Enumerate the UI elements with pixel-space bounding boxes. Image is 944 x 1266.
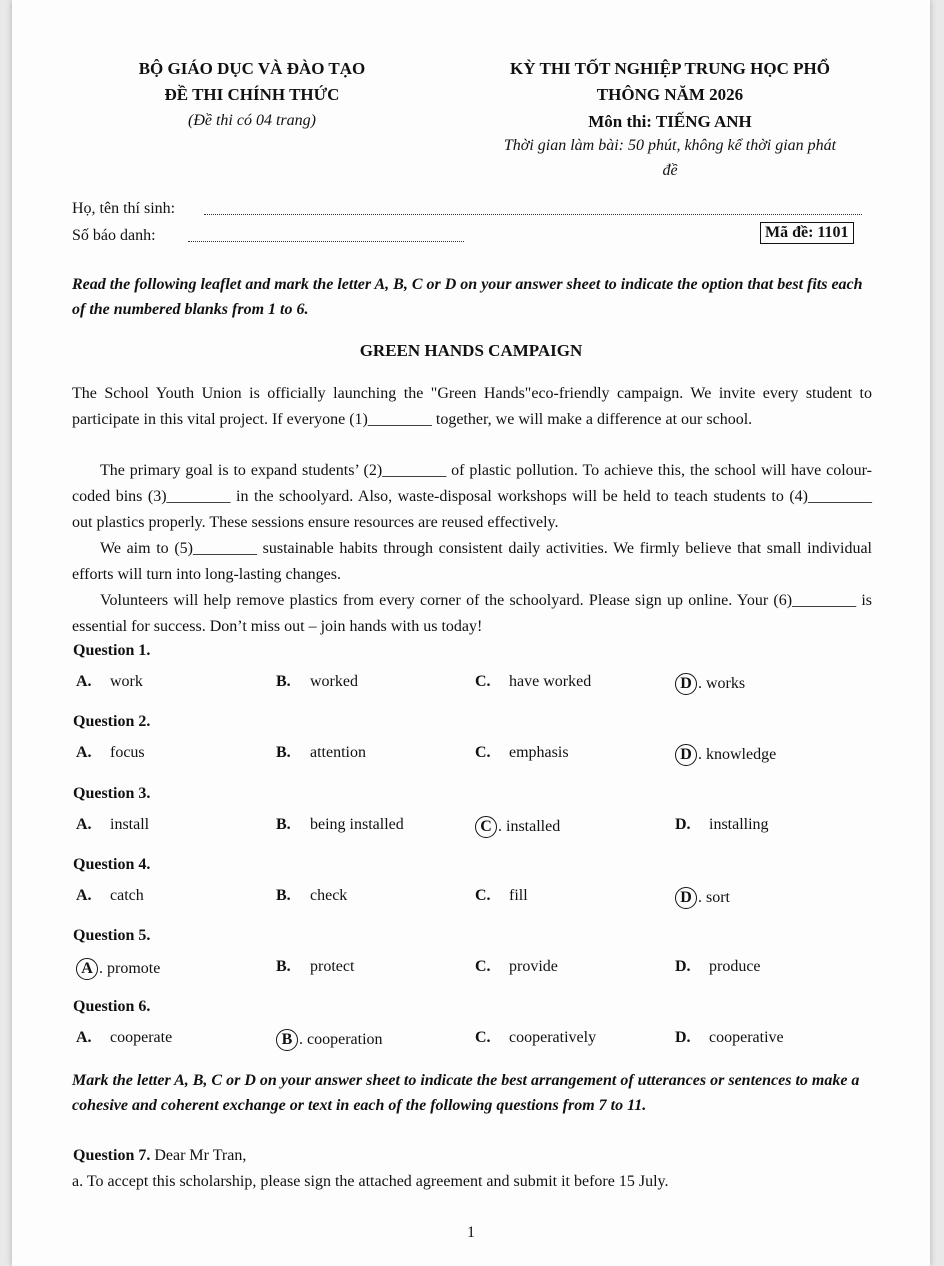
pages-note: (Đề thi có 04 trang)	[188, 112, 316, 129]
option-letter: C.	[475, 958, 491, 975]
circled-answer-letter: C	[475, 816, 497, 838]
letter-greeting: Dear Mr Tran,	[150, 1147, 247, 1164]
question-5-option[interactable]	[475, 958, 558, 976]
passage-paragraph-3: We aim to (5)________ sustainable habits through consistent daily activities. We firmly believe that small individual efforts will turn into long-lasting changes.	[72, 540, 872, 583]
exam-title-line2: THÔNG NĂM 2026	[596, 85, 744, 104]
exam-code-box: Mã đề: 1101	[760, 222, 854, 244]
candidate-id-label: Số báo danh:	[72, 227, 156, 244]
option-letter: A.	[76, 816, 92, 833]
subject-label: Môn thi: TIẾNG ANH	[588, 112, 752, 131]
circled-answer-letter: D	[675, 744, 697, 766]
candidate-name-field[interactable]	[204, 214, 862, 215]
option-letter: B.	[276, 673, 291, 690]
option-text: . knowledge	[698, 746, 777, 763]
question-2-option[interactable]	[76, 744, 145, 762]
option-text: . sort	[698, 889, 730, 906]
question-5-option[interactable]	[76, 958, 160, 980]
candidate-id-field[interactable]	[188, 241, 464, 242]
option-text: focus	[110, 744, 145, 761]
option-text: cooperate	[110, 1029, 173, 1046]
question-6-label: Question 6.	[73, 998, 151, 1015]
question-4-option[interactable]	[276, 887, 347, 905]
time-note-line1: Thời gian làm bài: 50 phút, không kể thời gian phát	[503, 137, 837, 154]
circled-answer-letter: D	[675, 887, 697, 909]
question-4-label: Question 4.	[73, 856, 151, 873]
option-text: installing	[709, 816, 769, 833]
option-letter: C.	[475, 744, 491, 761]
ministry-name: BỘ GIÁO DỤC VÀ ĐÀO TẠO	[138, 59, 366, 78]
question-1-label: Question 1.	[73, 642, 151, 659]
option-text: . works	[698, 675, 746, 692]
question-2-option[interactable]	[276, 744, 366, 762]
passage-paragraph-2: The primary goal is to expand students’ (2)________ of plastic pollution. To achieve this, the school will have colour-coded bins (3)________ in the schoolyard. Also, waste-disposal workshops will be held to teach students to (4)________ out plastics properly. These sessions ensure resources are reused effectively.	[72, 462, 872, 531]
option-letter: D.	[675, 1029, 691, 1046]
option-letter: A.	[76, 1029, 92, 1046]
question-6-option[interactable]	[76, 1029, 172, 1047]
option-letter: C.	[475, 1029, 491, 1046]
option-text: catch	[110, 887, 144, 904]
option-letter: A.	[76, 673, 92, 690]
option-text: produce	[709, 958, 761, 975]
option-letter: D.	[675, 816, 691, 833]
option-letter: C.	[475, 887, 491, 904]
option-letter: B.	[276, 816, 291, 833]
option-text: attention	[310, 744, 366, 761]
question-4-option[interactable]	[675, 887, 730, 909]
option-text: . installed	[498, 818, 561, 835]
question-7-label: Question 7.	[73, 1147, 151, 1164]
option-text: check	[310, 887, 348, 904]
circled-answer-letter: D	[675, 673, 697, 695]
question-1-option[interactable]	[675, 673, 745, 695]
option-text: work	[110, 673, 143, 690]
question-6-option[interactable]	[675, 1029, 784, 1047]
question-4-option[interactable]	[76, 887, 144, 905]
question-1-option[interactable]	[76, 673, 143, 691]
option-text: worked	[310, 673, 358, 690]
option-letter: A.	[76, 887, 92, 904]
option-text: provide	[509, 958, 558, 975]
question-7	[73, 1147, 246, 1165]
question-3-option[interactable]	[475, 816, 560, 838]
option-letter: B.	[276, 744, 291, 761]
option-text: protect	[310, 958, 355, 975]
question-3-option[interactable]	[276, 816, 404, 834]
passage-paragraph-4: Volunteers will help remove plastics from every corner of the schoolyard. Please sign up online. Your (6)________ is essential for success. Don’t miss out – join hands with us today!	[72, 592, 872, 635]
option-letter: B.	[276, 958, 291, 975]
circled-answer-letter: A	[76, 958, 98, 980]
option-text: . cooperation	[299, 1031, 383, 1048]
exam-title-line1: KỲ THI TỐT NGHIỆP TRUNG HỌC PHỔ	[510, 59, 830, 78]
question-3-label: Question 3.	[73, 785, 151, 802]
question-2-option[interactable]	[675, 744, 776, 766]
option-letter: C.	[475, 673, 491, 690]
option-text: install	[110, 816, 150, 833]
exam-page	[12, 0, 930, 1266]
question-2-label: Question 2.	[73, 713, 151, 730]
passage-paragraph-1: The School Youth Union is officially launching the "Green Hands"eco-friendly campaign. We invite every student to participate in this vital project. If everyone (1)________ together, we will make a difference at our school.	[72, 385, 872, 428]
instruction-part1: Read the following leaflet and mark the letter A, B, C or D on your answer sheet to indicate the option that best fits each of the numbered blanks from 1 to 6.	[72, 276, 863, 318]
question-1-option[interactable]	[276, 673, 358, 691]
question-6-option[interactable]	[276, 1029, 383, 1051]
option-text: emphasis	[509, 744, 569, 761]
question-2-option[interactable]	[475, 744, 569, 762]
page-number: 1	[467, 1224, 475, 1241]
candidate-name-label: Họ, tên thí sinh:	[72, 200, 176, 217]
question-7-sentence-a: a. To accept this scholarship, please sign the attached agreement and submit it before 15 July.	[72, 1173, 669, 1190]
question-6-option[interactable]	[475, 1029, 596, 1047]
question-3-option[interactable]	[675, 816, 769, 834]
passage-title: GREEN HANDS CAMPAIGN	[359, 341, 583, 360]
official-exam-label: ĐỀ THI CHÍNH THỨC	[164, 85, 340, 104]
question-3-option[interactable]	[76, 816, 149, 834]
option-text: have worked	[509, 673, 592, 690]
circled-answer-letter: B	[276, 1029, 298, 1051]
instruction-part2: Mark the letter A, B, C or D on your answer sheet to indicate the best arrangement of utterances or sentences to make a cohesive and coherent exchange or text in each of the following questions from 7 to 11.	[72, 1072, 860, 1114]
time-note-line2: đề	[662, 162, 678, 179]
question-5-option[interactable]	[276, 958, 354, 976]
question-5-option[interactable]	[675, 958, 761, 976]
question-4-option[interactable]	[475, 887, 528, 905]
question-1-option[interactable]	[475, 673, 591, 691]
option-text: cooperative	[709, 1029, 784, 1046]
option-letter: A.	[76, 744, 92, 761]
option-text: . promote	[99, 960, 161, 977]
option-text: fill	[509, 887, 528, 904]
option-letter: B.	[276, 887, 291, 904]
option-text: cooperatively	[509, 1029, 597, 1046]
question-5-label: Question 5.	[73, 927, 151, 944]
option-letter: D.	[675, 958, 691, 975]
option-text: being installed	[310, 816, 404, 833]
